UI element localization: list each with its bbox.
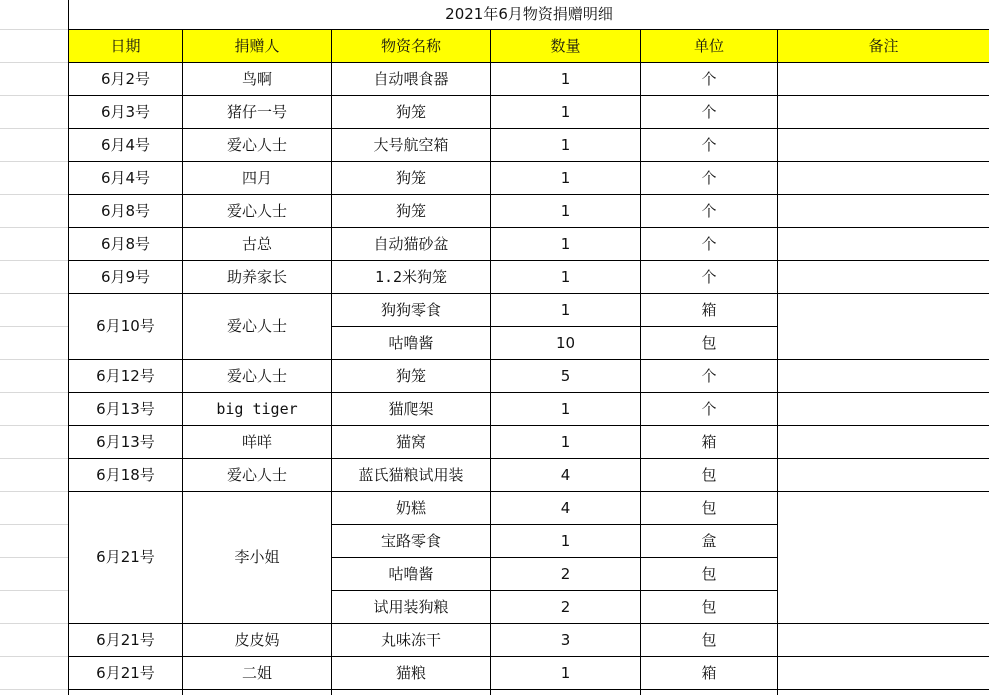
item-cell[interactable]: 狗笼 (332, 360, 491, 393)
qty-cell[interactable]: 1 (491, 657, 641, 690)
note-cell[interactable] (778, 657, 989, 690)
header-unit[interactable]: 单位 (641, 30, 778, 63)
note-cell[interactable] (778, 96, 989, 129)
note-cell[interactable] (778, 393, 989, 426)
unit-cell[interactable]: 个 (641, 393, 778, 426)
date-cell[interactable]: 6月4号 (69, 162, 183, 195)
donor-cell[interactable]: 爱心人士 (183, 360, 332, 393)
header-donor[interactable]: 捐赠人 (183, 30, 332, 63)
unit-cell[interactable]: 包 (641, 492, 778, 525)
donor-cell[interactable]: 爱心人士 (183, 129, 332, 162)
unit-cell[interactable]: 个 (641, 228, 778, 261)
table-row (69, 228, 989, 261)
donor-cell[interactable]: 二姐 (183, 657, 332, 690)
date-cell[interactable]: 6月4号 (69, 129, 183, 162)
item-cell[interactable]: 狗笼 (332, 195, 491, 228)
donor-cell-merged[interactable]: 爱心人士 (183, 294, 332, 360)
table-row (69, 195, 989, 228)
unit-cell[interactable]: 个 (641, 96, 778, 129)
donor-cell[interactable]: 助养家长 (183, 261, 332, 294)
date-cell-merged[interactable]: 6月21号 (69, 492, 183, 624)
unit-cell[interactable]: 盒 (641, 525, 778, 558)
header-date[interactable]: 日期 (69, 30, 183, 63)
note-cell[interactable] (778, 360, 989, 393)
item-cell[interactable]: 狗狗零食 (332, 294, 491, 327)
date-cell[interactable]: 6月2号 (69, 63, 183, 96)
note-cell-merged[interactable] (778, 492, 989, 624)
unit-cell[interactable]: 箱 (641, 426, 778, 459)
table-row (69, 459, 989, 492)
qty-cell[interactable]: 3 (491, 624, 641, 657)
qty-cell[interactable]: 1 (491, 228, 641, 261)
qty-cell[interactable]: 4 (491, 459, 641, 492)
date-cell[interactable]: 6月21号 (69, 624, 183, 657)
qty-cell[interactable]: 4 (491, 492, 641, 525)
note-cell-merged[interactable] (778, 294, 989, 360)
item-cell[interactable]: 狗笼 (332, 162, 491, 195)
table-row (69, 624, 989, 657)
donation-table (68, 0, 989, 695)
date-cell[interactable]: 6月13号 (69, 426, 183, 459)
note-cell[interactable] (778, 690, 989, 695)
qty-cell[interactable]: 10 (491, 327, 641, 360)
date-cell[interactable]: 6月12号 (69, 360, 183, 393)
unit-cell[interactable]: 箱 (641, 657, 778, 690)
qty-cell[interactable]: 1 (491, 195, 641, 228)
date-cell[interactable]: 6月13号 (69, 393, 183, 426)
item-cell[interactable]: 猫爬架 (332, 393, 491, 426)
item-cell[interactable]: 自动喂食器 (332, 63, 491, 96)
item-cell[interactable]: 咕噜酱 (332, 327, 491, 360)
unit-cell[interactable]: 个 (641, 162, 778, 195)
donor-cell[interactable]: 咩咩 (183, 426, 332, 459)
table-row (69, 426, 989, 459)
item-cell[interactable]: 宝路零食 (332, 525, 491, 558)
item-cell[interactable]: 猫粮 (332, 657, 491, 690)
title-row (69, 0, 989, 30)
date-cell[interactable]: 6月18号 (69, 459, 183, 492)
qty-cell[interactable]: 1 (491, 63, 641, 96)
item-cell[interactable]: 咕噜酱 (332, 558, 491, 591)
header-row (69, 30, 989, 63)
donor-cell[interactable]: 猪仔一号 (183, 96, 332, 129)
unit-cell[interactable]: 包 (641, 591, 778, 624)
table-row (69, 393, 989, 426)
item-cell[interactable]: 1.2米狗笼 (332, 261, 491, 294)
unit-cell[interactable] (641, 690, 778, 695)
donor-cell[interactable]: 四月 (183, 162, 332, 195)
date-cell[interactable]: 6月8号 (69, 195, 183, 228)
qty-cell[interactable]: 1 (491, 525, 641, 558)
unit-cell[interactable]: 个 (641, 195, 778, 228)
item-cell[interactable]: 自动猫砂盆 (332, 228, 491, 261)
donor-cell[interactable] (183, 690, 332, 695)
qty-cell[interactable]: 1 (491, 426, 641, 459)
table-row (69, 690, 989, 695)
note-cell[interactable] (778, 195, 989, 228)
donor-cell[interactable]: 古总 (183, 228, 332, 261)
date-cell[interactable]: 6月8号 (69, 228, 183, 261)
sheet-title[interactable]: 2021年6月物资捐赠明细 (69, 0, 989, 30)
header-qty[interactable]: 数量 (491, 30, 641, 63)
note-cell[interactable] (778, 162, 989, 195)
item-cell[interactable]: 试用装狗粮 (332, 591, 491, 624)
qty-cell[interactable]: 1 (491, 294, 641, 327)
item-cell[interactable]: 猫窝 (332, 426, 491, 459)
donor-cell[interactable]: 爱心人士 (183, 195, 332, 228)
date-cell[interactable]: 6月9号 (69, 261, 183, 294)
note-cell[interactable] (778, 459, 989, 492)
item-cell[interactable]: 狗笼 (332, 96, 491, 129)
note-cell[interactable] (778, 426, 989, 459)
donor-cell[interactable]: 鸟啊 (183, 63, 332, 96)
table-row (69, 294, 989, 327)
donor-cell[interactable]: 爱心人士 (183, 459, 332, 492)
table-row (69, 360, 989, 393)
date-cell[interactable]: 6月21号 (69, 657, 183, 690)
unit-cell[interactable]: 个 (641, 129, 778, 162)
unit-cell[interactable]: 箱 (641, 294, 778, 327)
date-cell[interactable] (69, 690, 183, 695)
qty-cell[interactable]: 1 (491, 393, 641, 426)
date-cell-merged[interactable]: 6月10号 (69, 294, 183, 360)
unit-cell[interactable]: 个 (641, 261, 778, 294)
table-row (69, 63, 989, 96)
note-cell[interactable] (778, 228, 989, 261)
qty-cell[interactable]: 1 (491, 129, 641, 162)
qty-cell[interactable]: 2 (491, 591, 641, 624)
table-row (69, 657, 989, 690)
unit-cell[interactable]: 个 (641, 63, 778, 96)
unit-cell[interactable]: 包 (641, 624, 778, 657)
sheet-gutter-gridlines (0, 0, 68, 695)
donor-cell[interactable]: big tiger (183, 393, 332, 426)
note-cell[interactable] (778, 129, 989, 162)
table-row (69, 261, 989, 294)
qty-cell[interactable]: 1 (491, 261, 641, 294)
date-cell[interactable]: 6月3号 (69, 96, 183, 129)
header-item[interactable]: 物资名称 (332, 30, 491, 63)
unit-cell[interactable]: 包 (641, 558, 778, 591)
item-cell[interactable]: 丸味冻干 (332, 624, 491, 657)
item-cell[interactable]: 蓝氏猫粮试用装 (332, 459, 491, 492)
donor-cell-merged[interactable]: 李小姐 (183, 492, 332, 624)
table-row (69, 162, 989, 195)
qty-cell[interactable] (491, 690, 641, 695)
unit-cell[interactable]: 包 (641, 459, 778, 492)
donor-cell[interactable]: 皮皮妈 (183, 624, 332, 657)
unit-cell[interactable]: 包 (641, 327, 778, 360)
item-cell[interactable] (332, 690, 491, 695)
qty-cell[interactable]: 5 (491, 360, 641, 393)
note-cell[interactable] (778, 624, 989, 657)
table-row (69, 492, 989, 525)
item-cell[interactable]: 奶糕 (332, 492, 491, 525)
item-cell[interactable]: 大号航空箱 (332, 129, 491, 162)
note-cell[interactable] (778, 63, 989, 96)
table-row (69, 96, 989, 129)
spreadsheet-sheet (68, 0, 989, 695)
table-row (69, 129, 989, 162)
qty-cell[interactable]: 2 (491, 558, 641, 591)
note-cell[interactable] (778, 261, 989, 294)
header-note[interactable]: 备注 (778, 30, 989, 63)
unit-cell[interactable]: 个 (641, 360, 778, 393)
qty-cell[interactable]: 1 (491, 162, 641, 195)
qty-cell[interactable]: 1 (491, 96, 641, 129)
